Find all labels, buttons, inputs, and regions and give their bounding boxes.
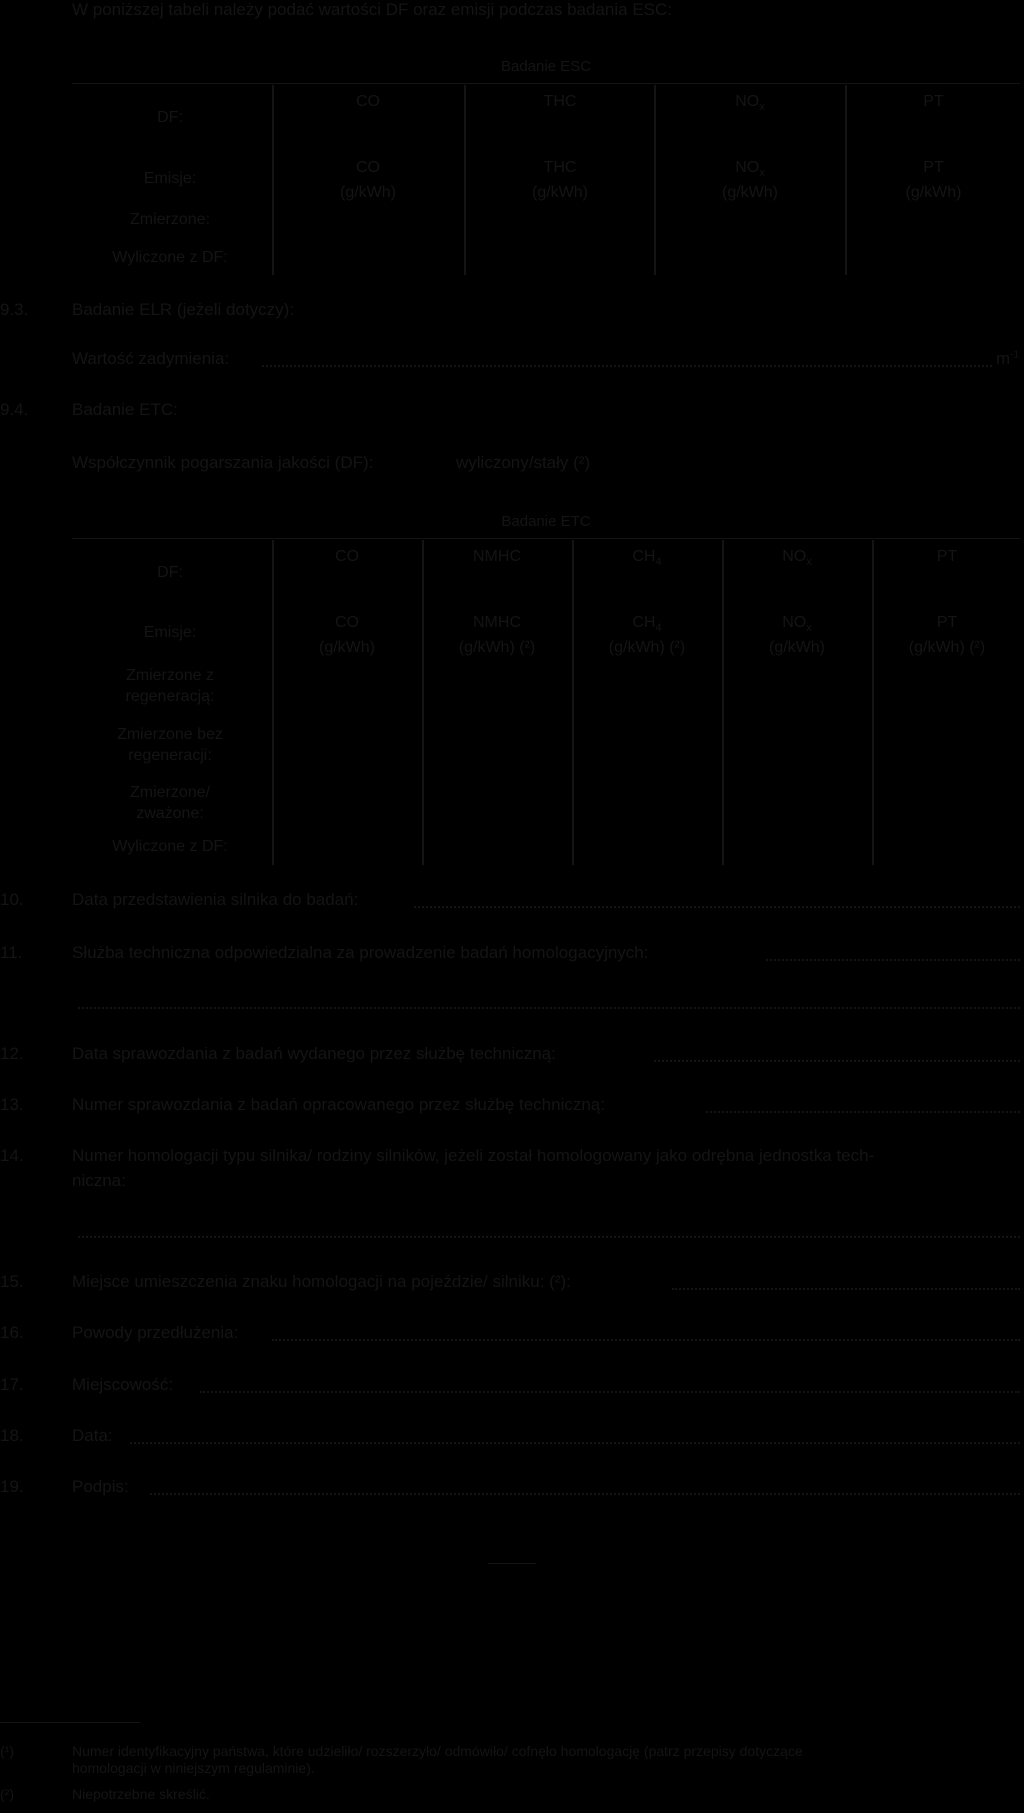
row-label-zmierzone: Zmierzone: xyxy=(129,211,211,228)
footnote-text: Numer identyfikacyjny państwa, które udzieliło/ rozszerzyło/ odmówiło/ cofnęło homologację (patrz przepisy dotyczące homologacji w niniejszym regulaminie). xyxy=(72,1743,803,1776)
column-header-emission: THC (g/kWh) xyxy=(532,159,588,201)
footnote-rule xyxy=(0,1722,140,1723)
item-number: 13. xyxy=(0,1095,24,1114)
column-divider xyxy=(572,540,574,865)
fill-in-line[interactable] xyxy=(78,1007,1020,1009)
item-number: 9.3. xyxy=(0,300,29,319)
fill-in-line[interactable] xyxy=(130,1442,1020,1444)
item-text: Służba techniczna odpowiedzialna za prowadzenie badań homologacyjnych: xyxy=(72,943,649,962)
intro-text: W poniższej tabeli należy podać wartości DF oraz emisji podczas badania ESC: xyxy=(72,0,672,19)
item-text: Badanie ETC: xyxy=(72,400,178,419)
smoke-value-label: Wartość zadymienia: xyxy=(72,349,230,368)
column-header-df: $NO_x$ xyxy=(735,93,765,113)
row-label-with-regeneration: Zmierzone z regeneracją: xyxy=(125,667,215,705)
df-value: wyliczony/stały (²) xyxy=(456,453,591,472)
row-label-emisje: Emisje: xyxy=(143,170,197,187)
fill-in-line[interactable] xyxy=(150,1493,1020,1495)
fill-in-line[interactable] xyxy=(78,1236,1020,1238)
fill-in-line[interactable] xyxy=(272,1339,1020,1341)
item-number: 18. xyxy=(0,1426,24,1445)
column-divider xyxy=(872,540,874,865)
fill-in-line[interactable] xyxy=(200,1391,1020,1393)
table-rule xyxy=(72,83,1020,84)
column-header-emission: CO (g/kWh) xyxy=(340,159,396,201)
column-header-df: $CH_4$ xyxy=(632,548,662,568)
item-text: Numer homologacji typu silnika/ rodziny silników, jeżeli został homologowany jako odrębna jednostka tech- xyxy=(72,1146,875,1165)
item-number: 14. xyxy=(0,1146,24,1165)
item-text: Numer sprawozdania z badań opracowanego przez służbę techniczną: xyxy=(72,1095,605,1114)
section-end-rule xyxy=(488,1563,536,1564)
footnote-mark: (¹) xyxy=(0,1743,14,1759)
item-number: 10. xyxy=(0,890,24,909)
item-number: 15. xyxy=(0,1272,24,1291)
column-header-emission: PT (g/kWh) xyxy=(905,159,962,201)
column-header-df: CO xyxy=(356,93,380,110)
column-header-df: PT xyxy=(923,93,944,110)
column-divider xyxy=(272,540,274,865)
row-label-wyliczone: Wyliczone z DF: xyxy=(112,249,228,266)
table-rule xyxy=(72,538,1020,539)
item-text: Miejscowość: xyxy=(72,1375,174,1394)
column-header-df: THC xyxy=(543,93,577,110)
fill-in-line[interactable] xyxy=(414,906,1020,908)
item-text: Miejsce umieszczenia znaku homologacji na pojeździe/ silniku: (²): xyxy=(72,1272,571,1291)
column-header-emission: $NO_x$ (g/kWh) xyxy=(722,159,778,201)
item-number: 12. xyxy=(0,1044,24,1063)
fill-in-line[interactable] xyxy=(672,1288,1020,1290)
row-label-emisje: Emisje: xyxy=(143,624,197,641)
row-label-df: DF: xyxy=(157,564,183,581)
column-header-df: PT xyxy=(936,548,958,565)
unit-label: $m^{-1}$ xyxy=(996,349,1020,368)
fill-in-line[interactable] xyxy=(766,959,1020,961)
item-number: 16. xyxy=(0,1323,24,1342)
etc-table xyxy=(72,510,1020,865)
column-header-emission: PT (g/kWh) (²) xyxy=(908,614,986,656)
row-label-calculated: Wyliczone z DF: xyxy=(112,838,228,855)
column-header-emission: NMHC (g/kWh) (²) xyxy=(458,614,536,656)
column-header-emission: $CH_4$ (g/kWh) (²) xyxy=(608,614,686,656)
item-number: 9.4. xyxy=(0,400,29,419)
row-label-df: DF: xyxy=(157,109,183,126)
item-text: Podpis: xyxy=(72,1477,129,1496)
df-label: Współczynnik pogarszania jakości (DF): xyxy=(72,453,374,472)
column-header-emission: $NO_x$ (g/kWh) xyxy=(769,614,825,656)
row-label-without-regeneration: Zmierzone bez regeneracji: xyxy=(117,726,223,764)
footnote-text: Niepotrzebne skreślić. xyxy=(72,1786,210,1802)
item-number: 17. xyxy=(0,1375,24,1394)
column-header-emission: CO (g/kWh) xyxy=(319,614,375,656)
column-divider xyxy=(422,540,424,865)
item-text: Data przedstawienia silnika do badań: xyxy=(72,890,359,909)
item-text: Data: xyxy=(72,1426,113,1445)
item-number: 19. xyxy=(0,1477,24,1496)
column-divider xyxy=(722,540,724,865)
esc-table-caption: Badanie ESC xyxy=(500,58,592,75)
etc-table-caption: Badanie ETC xyxy=(501,513,591,530)
fill-in-line[interactable] xyxy=(706,1111,1020,1113)
fill-in-line[interactable] xyxy=(654,1060,1020,1062)
column-header-df: NMHC xyxy=(473,548,521,565)
esc-table xyxy=(72,55,1020,275)
item-text: Data sprawozdania z badań wydanego przez służbę techniczną: xyxy=(72,1044,556,1063)
item-number: 11. xyxy=(0,943,23,962)
item-text: Badanie ELR (jeżeli dotyczy): xyxy=(72,300,295,319)
column-header-df: CO xyxy=(335,548,359,565)
footnote-mark: (²) xyxy=(0,1786,14,1802)
fill-in-line[interactable] xyxy=(262,365,992,367)
column-header-df: $NO_x$ xyxy=(782,548,812,568)
item-text-continued: niczna: xyxy=(72,1171,126,1190)
row-label-weighted: Zmierzone/ zważone: xyxy=(129,784,211,822)
item-text: Powody przedłużenia: xyxy=(72,1323,239,1342)
